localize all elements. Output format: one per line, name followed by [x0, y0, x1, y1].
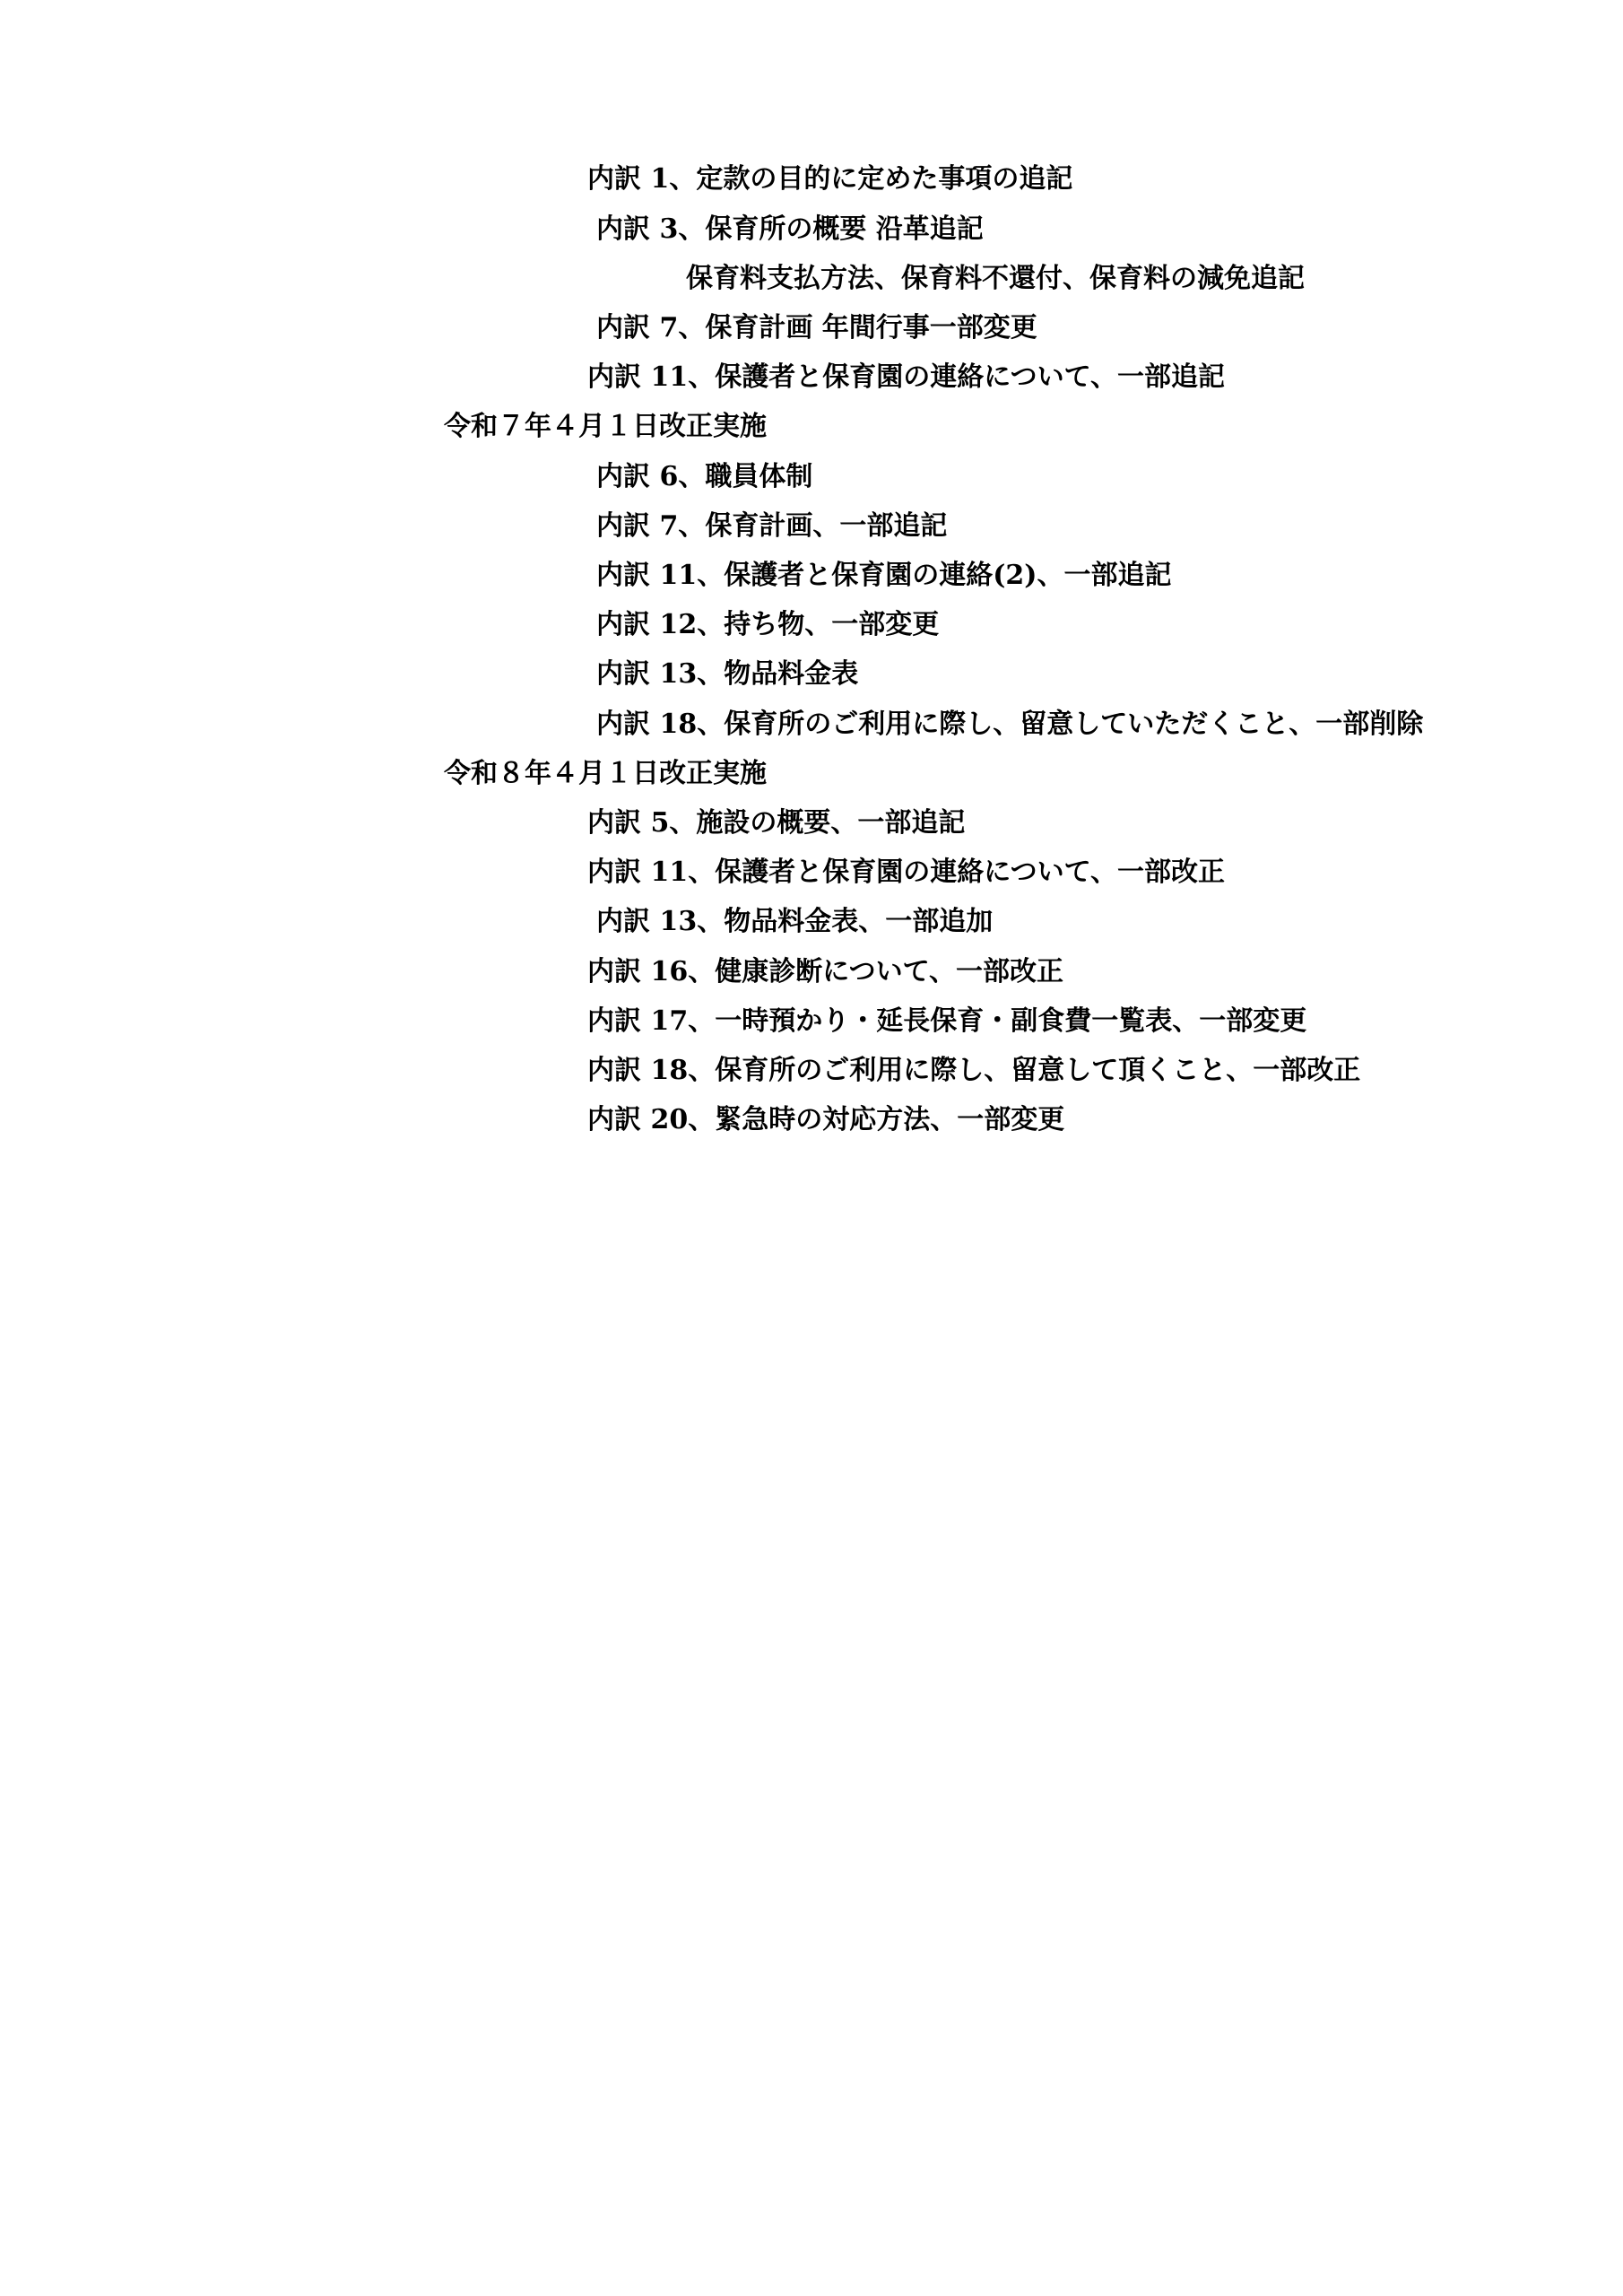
revision-entry-r7-price-list: 内訳 13、物品料金表: [596, 658, 859, 690]
revision-entry-r8-guardian-contact: 内訳 11、保護者と保育園の連絡について、一部改正: [587, 857, 1225, 888]
revision-entry-care-plan: 内訳 7、保育計画 年間行事一部変更: [596, 312, 1037, 344]
revision-entry-r7-usage-notes: 内訳 18、保育所のご利用に際し、留意していただくこと、一部削除: [596, 709, 1424, 740]
revision-entry-r8-fee-table: 内訳 17、一時預かり・延長保育・副食費一覧表、一部変更: [587, 1005, 1307, 1037]
revision-entry-r8-usage-notes: 内訳 18、保育所のご利用に際し、留意して頂くこと、一部改正: [587, 1055, 1361, 1086]
revision-entry-continuation-fees: 保育料支払方法、保育料不還付、保育料の減免追記: [686, 263, 1305, 294]
revision-entry-guardian-contact: 内訳 11、保護者と保育園の連絡について、一部追記: [587, 361, 1225, 393]
revision-entry-r8-health-check: 内訳 16、健康診断について、一部改正: [587, 956, 1063, 987]
revision-entry-r7-staff: 内訳 6、職員体制: [596, 461, 813, 492]
revision-heading-r7: 令和７年４月１日改正実施: [444, 411, 767, 442]
revision-entry-r8-emergency: 内訳 20、緊急時の対応方法、一部変更: [587, 1104, 1065, 1135]
revision-entry-r7-guardian-contact: 内訳 11、保護者と保育園の連絡(2)、一部追記: [596, 560, 1172, 591]
revision-entry-r8-price-list: 内訳 13、物品料金表、一部追加: [596, 906, 994, 937]
revision-entry-definition-purpose: 内訳 1、定款の目的に定めた事項の追記: [587, 163, 1073, 195]
revision-entry-facility-overview: 内訳 3、保育所の概要 沿革追記: [596, 213, 984, 245]
revision-entry-r7-belongings: 内訳 12、持ち物、一部変更: [596, 609, 940, 640]
revision-entry-r8-facility: 内訳 5、施設の概要、一部追記: [587, 807, 966, 839]
revision-entry-r7-care-plan: 内訳 7、保育計画、一部追記: [596, 510, 948, 542]
revision-heading-r8: 令和８年４月１日改正実施: [444, 758, 767, 789]
